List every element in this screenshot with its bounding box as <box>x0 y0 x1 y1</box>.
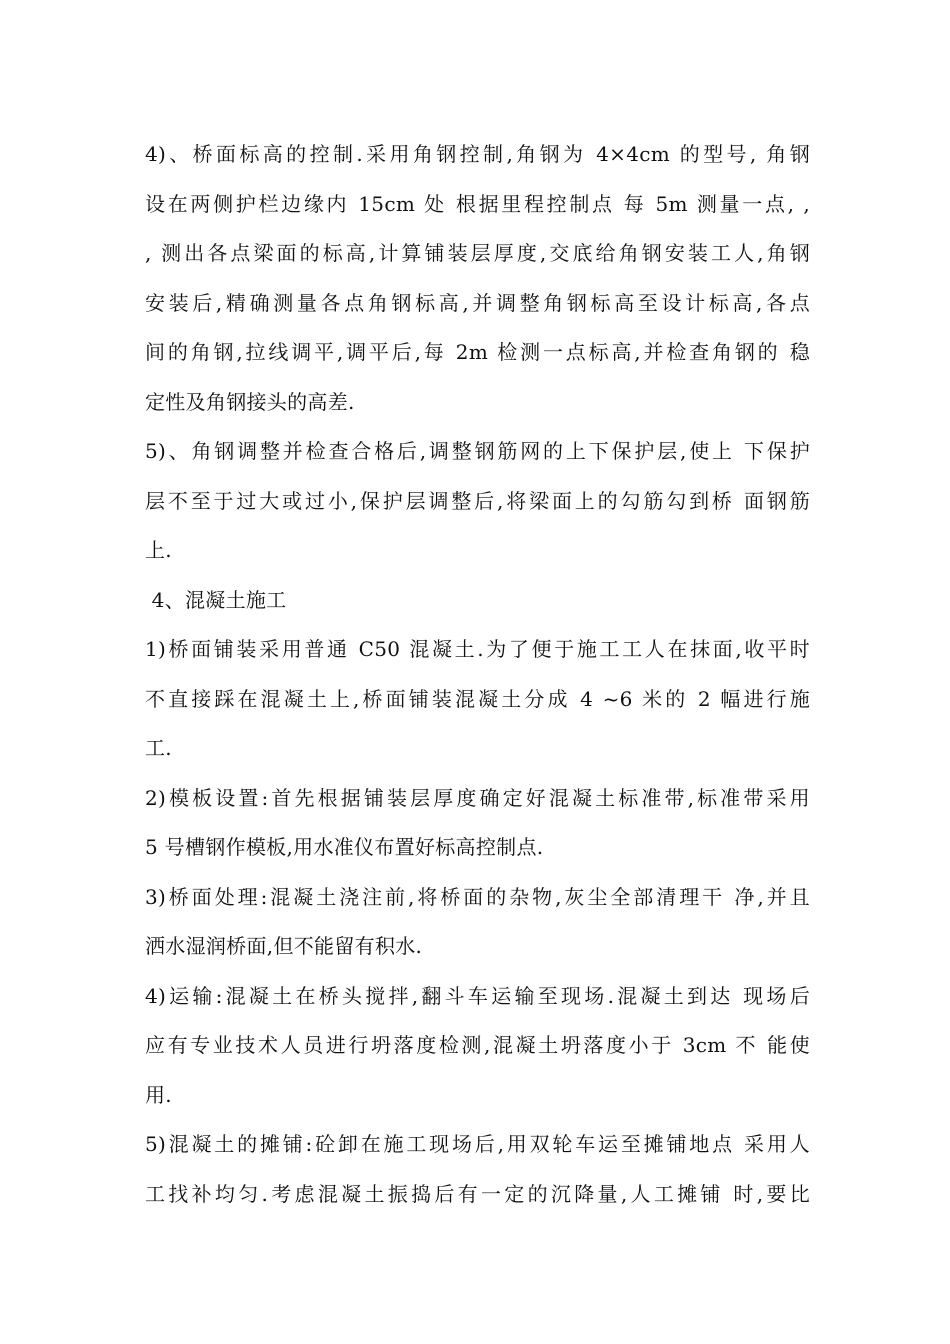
text-line: 设在两侧护栏边缘内 15cm 处 根据里程控制点 每 5m 测量一点, , <box>145 191 810 216</box>
text-line: , 测出各点梁面的标高,计算铺装层厚度,交底给角钢安装工人,角钢 <box>145 241 810 265</box>
text-line: 用. <box>145 1082 172 1107</box>
body-text <box>145 130 810 1219</box>
text-line: 应有专业技术人员进行坍落度检测,混凝土坍落度小于 3cm 不 能使 <box>145 1033 810 1057</box>
text-line: 安装后,精确测量各点角钢标高,并调整角钢标高至设计标高,各点 <box>145 290 810 315</box>
text-line: 2)模板设置:首先根据铺装层厚度确定好混凝土标准带,标准带采用 <box>145 785 810 810</box>
text-line: 1)桥面铺装采用普通 C50 混凝土.为了便于施工工人在抹面,收平时 <box>145 637 810 661</box>
text-line: 工找补均匀.考虑混凝土振捣后有一定的沉降量,人工摊铺 时,要比 <box>145 1181 810 1206</box>
section-heading: 4、混凝土施工 <box>145 587 287 612</box>
text-line: 定性及角钢接头的高差. <box>145 389 355 414</box>
text-line: 4)、桥面标高的控制.采用角钢控制,角钢为 4×4cm 的型号, 角钢 <box>145 142 810 166</box>
text-line: 5)、角钢调整并检查合格后,调整钢筋网的上下保护层,使上 下保护 <box>145 439 810 463</box>
text-line: 间的角钢,拉线调平,调平后,每 2m 检测一点标高,并检查角钢的 稳 <box>145 340 810 364</box>
text-line: 3)桥面处理:混凝土浇注前,将桥面的杂物,灰尘全部清理干 净,并且 <box>145 884 810 909</box>
text-line: 5)混凝土的摊铺:砼卸在施工现场后,用双轮车运至摊铺地点 采用人 <box>145 1132 810 1156</box>
text-line: 层不至于过大或过小,保护层调整后,将梁面上的勾筋勾到桥 面钢筋 <box>145 488 810 513</box>
text-line: 4)运输:混凝土在桥头搅拌,翻斗车运输至现场.混凝土到达 现场后 <box>145 983 810 1008</box>
text-line: 5 号槽钢作模板,用水准仪布置好标高控制点. <box>145 835 544 859</box>
text-line: 不直接踩在混凝土上,桥面铺装混凝土分成 4 ~6 米的 2 幅进行施 <box>145 686 810 711</box>
text-line: 洒水湿润桥面,但不能留有积水. <box>145 934 423 958</box>
text-line: 工. <box>145 736 172 760</box>
text-line: 上. <box>145 538 172 562</box>
